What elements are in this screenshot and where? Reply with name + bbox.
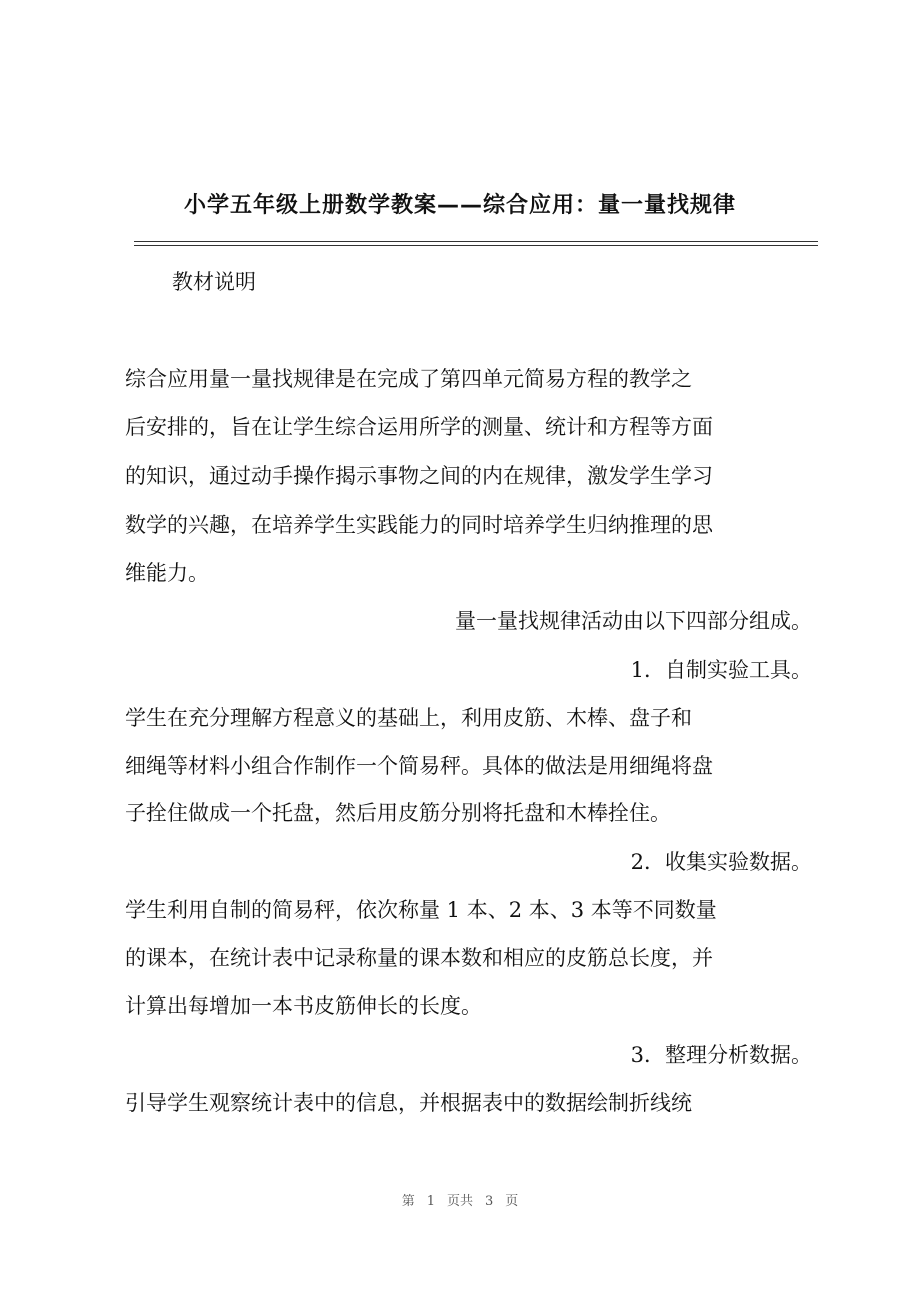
footer-current-page: 1 [426, 1194, 435, 1209]
step2-heading: 2．收集实验数据。 [630, 850, 812, 874]
step1-text-line: 细绳等材料小组合作制作一个简易秤。具体的做法是用细绳将盘 [125, 754, 713, 778]
footer-label-of: 页共 [446, 1194, 473, 1209]
document-title: 小学五年级上册数学教案——综合应用：量一量找规律 [183, 193, 736, 218]
section-heading: 教材说明 [172, 270, 256, 294]
paragraph1-line: 数学的兴趣，在培养学生实践能力的同时培养学生归纳推理的思 [125, 513, 713, 537]
paragraph1-line: 后安排的，旨在让学生综合运用所学的测量、统计和方程等方面 [125, 415, 713, 439]
step1-text-line: 学生在充分理解方程意义的基础上，利用皮筋、木棒、盘子和 [125, 706, 692, 730]
title-rule-top [134, 241, 818, 242]
intro-line: 量一量找规律活动由以下四部分组成。 [455, 609, 812, 633]
step3-text-line: 引导学生观察统计表中的信息，并根据表中的数据绘制折线统 [125, 1091, 692, 1115]
step1-text-line: 子拴住做成一个托盘，然后用皮筋分别将托盘和木棒拴住。 [125, 801, 671, 825]
paragraph1-line: 的知识，通过动手操作揭示事物之间的内在规律，激发学生学习 [125, 464, 713, 488]
step3-heading: 3．整理分析数据。 [630, 1043, 812, 1067]
step2-text-line: 的课本，在统计表中记录称量的课本数和相应的皮筋总长度，并 [125, 946, 713, 970]
footer-label-end: 页 [505, 1194, 519, 1209]
paragraph1-line: 综合应用量一量找规律是在完成了第四单元简易方程的教学之 [125, 367, 692, 391]
footer-total-pages: 3 [485, 1194, 494, 1209]
step2-text-line: 计算出每增加一本书皮筋伸长的长度。 [125, 994, 482, 1018]
footer-label-page: 第 [401, 1194, 415, 1209]
step1-heading: 1．自制实验工具。 [630, 658, 812, 682]
paragraph1-line: 维能力。 [125, 561, 209, 585]
page-footer [0, 1190, 920, 1209]
title-rule-bottom [134, 245, 818, 246]
step2-text-line: 学生利用自制的简易秤，依次称量 1 本、2 本、3 本等不同数量 [125, 898, 717, 922]
